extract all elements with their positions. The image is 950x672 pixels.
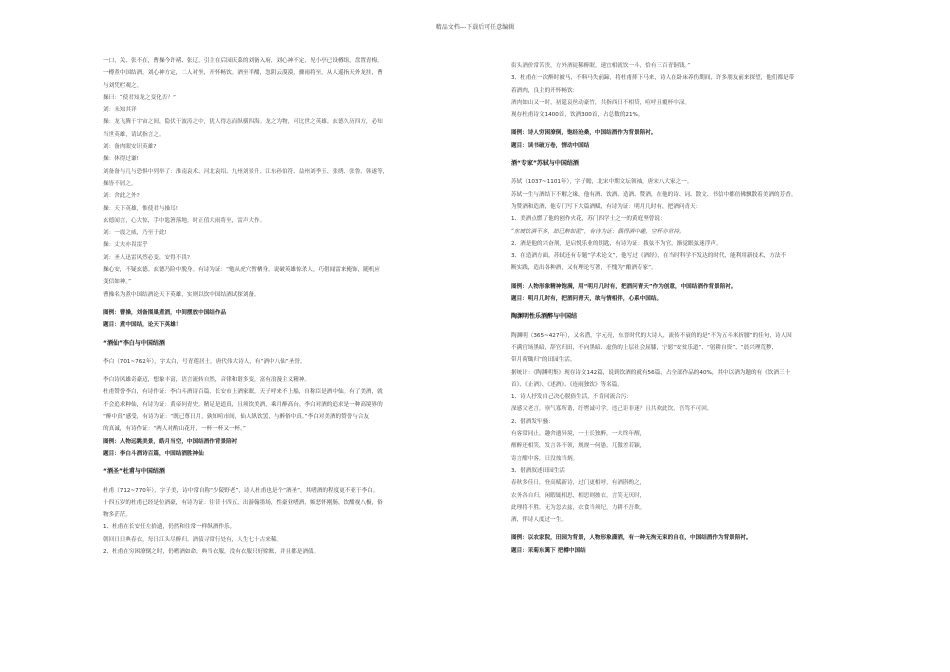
text-line: 曹操名为煮中国结酒论天下英雄，实则以饮中国结酒试探刘备。 [103, 291, 260, 298]
caption-line: 图例：诗人穷困潦倒，饱经沧桑，中国结酒作为背景陪衬。 [511, 130, 657, 137]
text-line: 春秋多佳日，登高赋新诗，过门更相呼，有酒斟酌之， [511, 480, 646, 487]
caption-line: 题目：读书破万卷，情动中国结 [511, 142, 590, 149]
page-header: 精品文档---下载后可任意编辑 [435, 24, 515, 31]
text-line: 3、杜甫在一次醉时被马，不料马失前蹄，将杜甫摔下马来，诗人在卧床养伤期间，许多朋友前来探望，他们都是带 [511, 75, 795, 82]
text-line: 着酒肉，良主的开怀畅饮： [511, 87, 579, 94]
text-line: 一口，关、张不在，曹操今许褚、张辽，引主在后园庆菜的刘备入府，刘心神不定，见小亭已设樽组，盘置青梅。 [103, 58, 383, 64]
text-line: 3、在造酒方面，苏轼还有专题“学术论文”，他写过《酒经》，在当时科学不发达的时代，能利用新技术，方法不 [511, 253, 787, 260]
text-line: 刘：一震之威，乃至于此! [103, 230, 167, 237]
text-line: 2、借酒发牢骚： [511, 418, 554, 425]
text-line: “醉中真”感受，有诗为证：“既已尊日月，孰知喧市间，仙人纵饮罢，与醉俗中真。”李白对美酒的赞誉与合友 [103, 414, 370, 421]
text-line: 酒，伴诗人度过一生。 [511, 517, 567, 524]
text-line: 杜甫赞誉李白，有诗作证：李白斗酒诗百篇，长安市上酒家眠，天子呼来不上船，自称臣是酒中仙。有了美酒，就 [103, 389, 383, 396]
text-line: 操：丈夫亦畏雷乎 [103, 242, 148, 249]
caption-line: 题目：李白斗酒诗百篇，中国结酒胜神仙 [103, 450, 204, 457]
text-line: 断实践，造出各种酒，又有理论写著，不愧为“酿酒专家”。 [511, 265, 657, 272]
caption-line: 题目：采菊东篱下 把樽中国结 [511, 547, 586, 554]
text-line: 的真诚，有诗作证：“两人对酌山花开，一杯一杯又一杯。” [103, 426, 246, 433]
text-line: 当世英雄，请试指言之。 [103, 131, 165, 138]
text-line: 1、美酒点燃了他的创作火花，苏门四学士之一的黄庭坚曾说： [511, 216, 666, 223]
text-line: 变信如神。” [103, 279, 132, 286]
text-line: 物多茫茫。 [103, 512, 131, 519]
caption-line: 图例：以农家院，田园为背景，人物形象潇洒，有一种无拘无束的自在，中国结酒作为背景陪衬。 [511, 535, 752, 542]
text-line: 刘备备与几与恐惧中列举了：淮南袁术、河北袁绍、九州刘景升、江东孙伯符、益州刘季玉、张绣、张鲁、韩遂等， [103, 168, 389, 175]
text-line: 此理将不胜，无为忽去兹，衣食当须纪，力耕不吾欺。 [511, 504, 646, 511]
text-line: 深感父老言，禀气寡所谐，纡辔诚可学，违己讵非迷？且共欢此饮，吾驾不可回。 [511, 406, 713, 413]
right-column [511, 60, 899, 557]
text-line: 醒醉还相笑，发言各不领，规规一何愚，兀傲差若颖， [511, 443, 646, 450]
text-line: 杜甫（712~770年），字子美，诗中常自称“少陵野老”，诗人杜甫也是个“酒圣”，其嗜酒的程度更不亚于李白。 [103, 487, 379, 494]
caption-line: 图例：人物远眺美景，皓月当空，中国结酒作背景陪衬 [103, 438, 238, 445]
caption-line: 题目：煮中国结，论天下英雄！ [103, 322, 182, 329]
section-heading: 陶渊明性乐酒醉与中国结 [511, 313, 578, 321]
text-line: 玄德闻言，心大惊，手中匙箸落地。时正值大雨将至，雷声大作。 [103, 217, 266, 224]
text-line: 陶渊明（365~427年），又名潜，字元亮，东晋时代的大诗人，流传不衰的的是“不为五斗米折腰”的佳句，诗人因 [511, 332, 792, 339]
text-line: 操：休得过谦! [103, 156, 139, 163]
text-line: 酒肉如山又一时，初筵哀丝动豪竹，共指西日不相贷，喧呼且覆杯中渌。 [511, 99, 691, 106]
text-line: 操皆不屑之。 [103, 180, 137, 187]
caption-line: 题目：明月几时有，把酒问青天，欲与情相伴，心系中国结。 [511, 296, 663, 303]
caption-line: 图例：曹操，刘备围巢煮酒，中间摆放中国结作品 [103, 309, 227, 316]
text-line: 操心安，不疑玄德。玄德乃险中脱身。有诗为证：“勉从虎穴暂栖身，说破英雄惊杀人。巧借闻雷来掩饰，随机应 [103, 267, 380, 274]
text-line: 刘：未知其详 [103, 107, 137, 114]
text-line: 操曰：“使君知龙之变化否？” [103, 94, 176, 101]
text-line: 李白诗风雄奇豪迈，想象丰富，语言流转自然，音律和谐多变，富有浪漫主义精神。 [103, 377, 310, 384]
text-line: 操：龙飞腾于宇宙之间，隐伏于波涛之中，犹人得志而纵横四海。龙之为物，可比世之英雄。玄德久历四方，必知 [103, 119, 383, 126]
text-line: 有客常同止，趣舍邈异境，一士长独醉，一夫终年醒， [511, 431, 646, 438]
text-line: 刘：舍此之外? [103, 193, 140, 200]
text-line: 刘：备肉眼安识英雄? [103, 144, 157, 151]
text-line: 据统计：《陶渊明集》现存诗文142篇，说到饮酒的就有56篇，占全部作品的40%，其中以酒为题的有《饮酒三十 [511, 369, 791, 376]
text-line: 苏轼（1037~1101年），字子瞻，北宋中期文坛领袖，唐宋八大家之一。 [511, 179, 693, 186]
text-line: 一樽煮中国结酒，刘心神方定，二人对坐，开怀畅饮。酒至半酣，忽阴云漠漠，骤雨将至，从人遥指天外龙挂，曹 [103, 70, 383, 77]
text-line: 1、诗人抒发自己决心脱俗生活，不肯同流合污： [511, 394, 633, 401]
text-line: 现存杜甫诗文1400首，饮酒300首，占总数的21%。 [511, 112, 644, 119]
section-heading: 酒“专家”苏轼与中国结酒 [511, 160, 579, 168]
text-line: 街头酒价常苦贵，方外酒徒稀醉眠。速宜相就饮一斗，恰有三百青铜钱。” [511, 63, 691, 69]
text-line: 苏轼一生与酒结下不解之缘，他有酒、饮酒、造酒、赞酒，在他的诗、词、散文、书信中都倍佛飘散着美酒的芳香。 [511, 191, 797, 198]
text-line: 不会追求种仙，有诗为证：黄帝问青史，精足是道真，且须饮美酒，乘月醉高台。李白对酒的追求是一种高境界的 [103, 401, 383, 408]
text-line: 操：天下英雄，惟使君与操耳! [103, 205, 178, 212]
text-line: 李白（701~762年），字太白，号青莲居士，唐代伟大诗人，有“酒中八仙”圣誉。 [103, 358, 306, 365]
text-line: 朝回日日典春衣，每日江头尽醉归。酒债寻常行处有，人生七十古来稀。 [103, 536, 283, 543]
caption-line: 图例：人物形象精神饱满，用“明月几时有，把酒问青天”作为创意，中国结酒作背景陪衬。 [511, 283, 737, 290]
text-line: “东坡饮酒不多，却已醉如泥”，有诗为证：偶得酒中趣，空杯亦常持。 [511, 228, 685, 235]
text-line: 刘：圣人迅雷风烈必变，安得不畏? [103, 254, 190, 261]
text-line: 十四五岁的杜甫已经是位酒豪，有诗为证：往昔十四五，出游翰墨场，性豪业嗜酒，嫉恶怀刚肠，饮酣视八极，俗 [103, 499, 383, 506]
text-line: 为赞酒和造酒，他专门写下大篇酒赋，有诗为证：明月几时有，把酒问青天： [511, 203, 702, 210]
text-line: 1、杜甫在长安任左拾遗，仍然和往常一样纵酒作乐。 [103, 524, 236, 531]
text-line: 2、酒是他的兴奋剂，是启悦乐业的钥匙，有诗为证：拨弦不为官，渐觉眠弦迷浮声。 [511, 240, 722, 247]
text-line: 寄言酣中客，日没烛当炳。 [511, 455, 579, 462]
text-line: 与刘凭栏观之。 [103, 82, 143, 89]
text-line: 不满官场黑暗，辞官归田，不向黑暗、虚伪的上层社会屈膝，宁愿“安贫乐道”、“躬耕自资”、“晨兴理荒秽， [511, 344, 778, 351]
text-line: 3、借酒叙述田园生活 [511, 467, 565, 474]
text-line: 农务各自归，闲暇辄相思，相思则披衣，言笑无厌时， [511, 492, 646, 499]
section-heading: “酒圣”杜甫与中国结酒 [103, 468, 165, 476]
section-heading: “酒仙”李白与中国结酒 [103, 339, 165, 347]
text-line: 2、杜甫在穷困潦倒之时，仍嗜酒如命，典当衣服，没有衣服只好赊账，并且都是酒债。 [103, 548, 320, 555]
left-column [103, 55, 491, 558]
text-line: 带月荷锄归”的田园生活。 [511, 357, 576, 364]
text-line: 首》、《止酒》、《述酒》、《连雨独饮》等名篇。 [511, 381, 623, 388]
